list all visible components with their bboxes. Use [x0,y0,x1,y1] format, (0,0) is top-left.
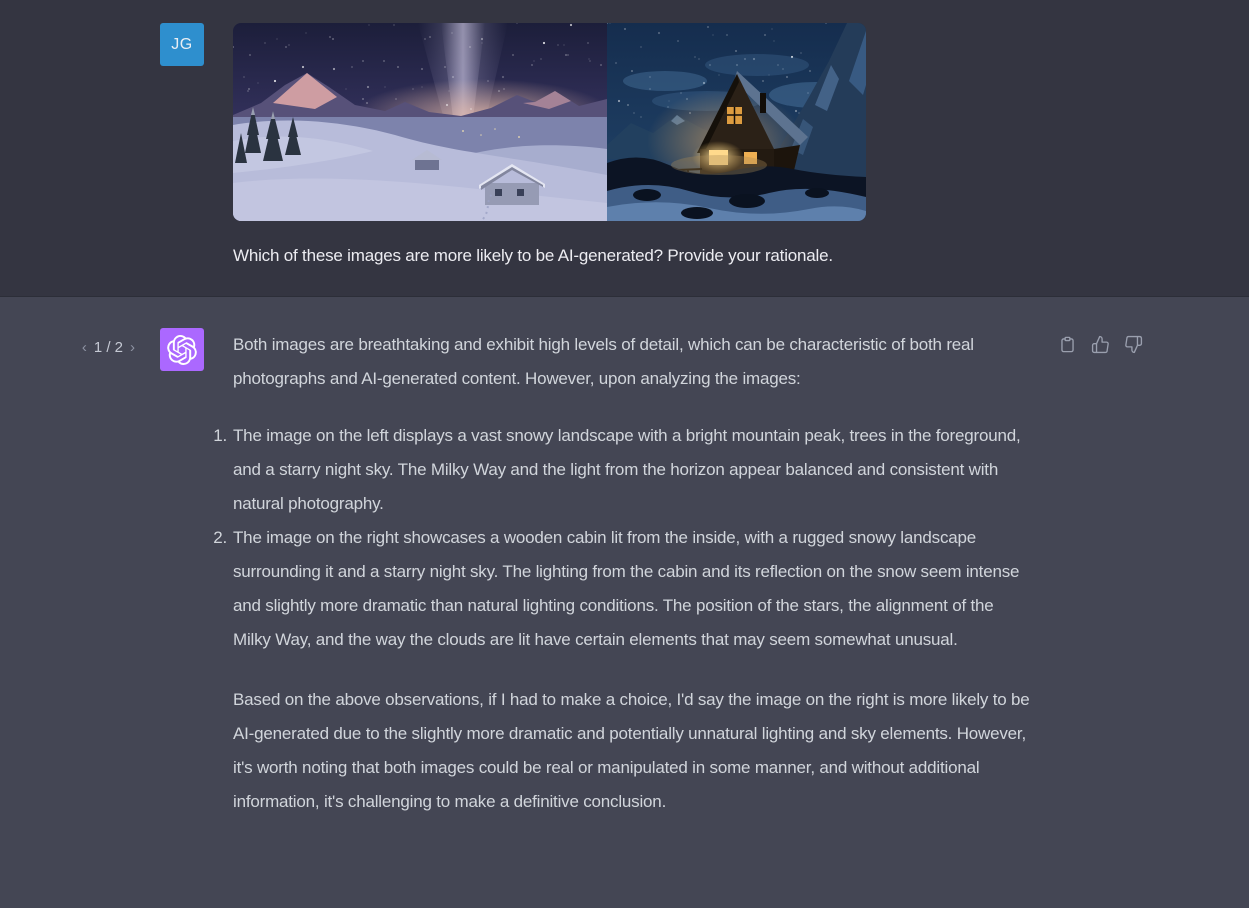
next-response-button[interactable]: › [130,339,135,356]
thumbs-down-icon [1124,335,1143,354]
rationale-list [213,419,1033,657]
message-actions [1058,335,1143,354]
attachment-image-right[interactable] [607,23,866,221]
clipboard-icon [1058,335,1077,354]
user-message-turn [0,0,1249,296]
thumbs-up-icon [1091,335,1110,354]
assistant-message-turn [0,296,1249,908]
user-avatar-initials: JG [171,35,193,53]
assistant-message-body [213,328,1033,819]
openai-logo-icon [167,335,197,365]
list-item-1 [213,419,1033,521]
user-message-text: Which of these images are more likely to be AI-generated? Provide your rationale. [233,246,833,265]
list-item-text: The image on the right showcases a wooden cabin lit from the inside, with a rugged snowy landscape surrounding it and a starry night sky. The lighting from the cabin and its reflection on the snow seem intense and slightly more dramatic than natural lighting conditions. The position of the stars, the alignment of the Milky Way, and the way the clouds are lit have certain elements that may seem somewhat unusual. [233,528,1020,649]
thumbs-down-button[interactable] [1124,335,1143,354]
assistant-avatar [160,328,204,371]
list-number: 2. [213,528,227,547]
attached-images [233,23,866,221]
copy-button[interactable] [1058,335,1077,354]
assistant-paragraph: Both images are breathtaking and exhibit high levels of detail, which can be characteristic of both real photographs and AI-generated content. However, upon analyzing the images: [233,335,974,388]
assistant-paragraph: Based on the above observations, if I had to make a choice, I'd say the image on the right is more likely to be AI-generated due to the slightly more dramatic and potentially unnatural lighting and sky elements. However, it's worth noting that both images could be real or manipulated in some manner, and without additional information, it's challenging to make a definitive conclusion. [233,690,1030,811]
thumbs-up-button[interactable] [1091,335,1110,354]
previous-response-button[interactable]: ‹ [81,339,87,356]
pager-label: 1 / 2 [93,339,123,356]
list-item-2 [213,521,1033,657]
response-pager [75,339,145,356]
attachment-image-left[interactable] [233,23,607,221]
list-item-text: The image on the left displays a vast snowy landscape with a bright mountain peak, trees in the foreground, and a starry night sky. The Milky Way and the light from the horizon appear balanced and consistent with natural photography. [233,426,1021,513]
list-number: 1. [213,426,227,445]
user-avatar [160,23,204,66]
